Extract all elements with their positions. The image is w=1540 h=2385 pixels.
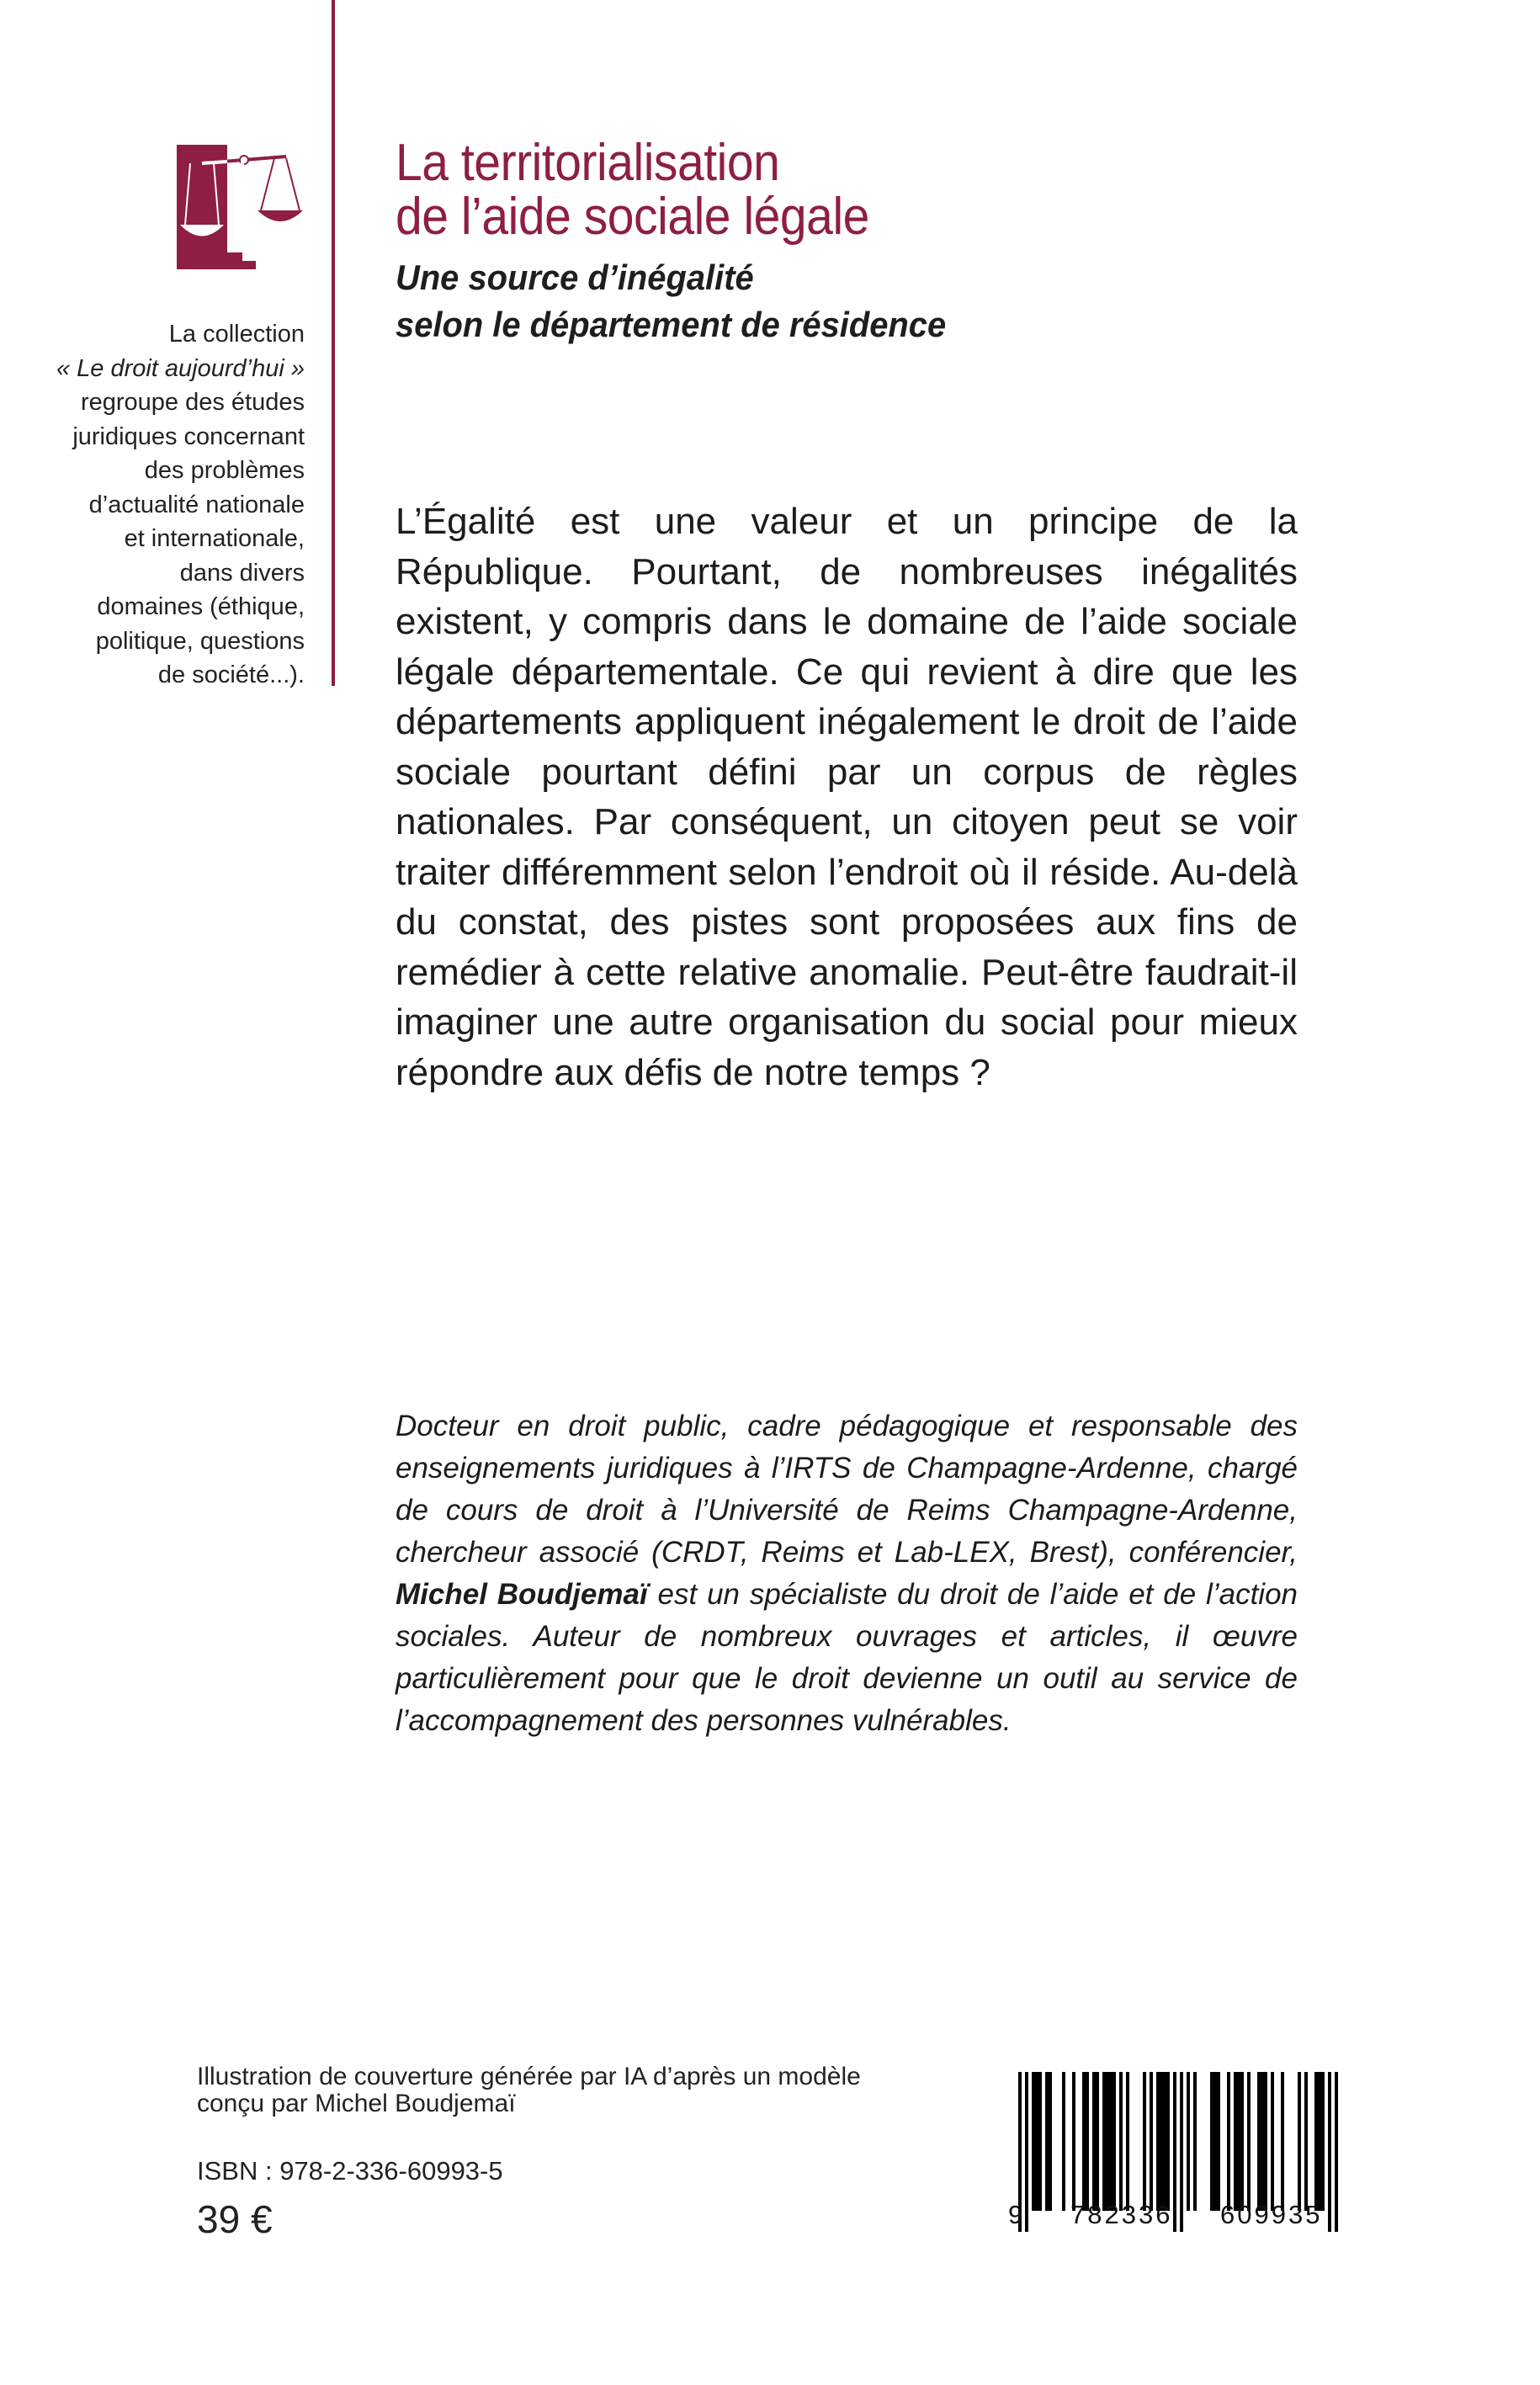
barcode-bar [1102, 2072, 1106, 2211]
barcode-bar [1082, 2072, 1086, 2211]
barcode-bar [1113, 2072, 1116, 2211]
collection-line: et internationale, [124, 525, 305, 552]
isbn: ISBN : 978-2-336-60993-5 [197, 2156, 503, 2186]
barcode-bar [1328, 2072, 1331, 2232]
book-subtitle [396, 254, 946, 348]
barcode-bar [1193, 2072, 1197, 2211]
author-bio-before: Docteur en droit public, cadre pédagogique et responsable des enseignements juridiques à l’IRTS de Champagne-Ardenne, chargé de cours de droit à l’Université de Reims Champagne-Ardenne, chercheur associé (CRDT, Reims et Lab-LEX, Brest), conférencier, [396, 1410, 1298, 1569]
author-bio-after: est un spécialiste du droit de l’aide et de l’action sociales. Auteur de nombreux ouvrages et articles, il œuvre particulièrement pour que le droit devienne un outil au service de l’accompagnement des personnes vulnérables. [396, 1578, 1298, 1737]
barcode-bar [1025, 2072, 1028, 2232]
book-blurb [396, 497, 1298, 1097]
barcode-bar [1240, 2072, 1244, 2211]
barcode-bar [1247, 2072, 1251, 2211]
collection-line: politique, questions [95, 627, 305, 655]
cover-illustration-credit [197, 2064, 954, 2117]
barcode-bar [1150, 2072, 1153, 2211]
barcode-bar [1109, 2072, 1113, 2211]
barcode-bar [1160, 2072, 1163, 2211]
barcode-bar [1314, 2072, 1318, 2211]
barcode-bar [1086, 2072, 1089, 2211]
barcode-bar [1321, 2072, 1325, 2211]
collection-series-name: « Le droit aujourd’hui » [56, 354, 305, 382]
barcode-bar [1227, 2072, 1230, 2211]
barcode-group-2: 609935 [1220, 2200, 1323, 2229]
barcode-bar [1304, 2072, 1308, 2211]
barcode-bar [1213, 2072, 1217, 2211]
barcode-bar [1187, 2072, 1190, 2211]
barcode-bar [1271, 2072, 1274, 2211]
barcode-bar [1119, 2072, 1123, 2211]
barcode-bar [1180, 2072, 1183, 2232]
collection-description [52, 317, 305, 693]
barcode-bar [1049, 2072, 1052, 2211]
barcode-bar [1210, 2072, 1213, 2211]
barcode-bar [1261, 2072, 1264, 2211]
collection-line: dans divers [179, 559, 305, 587]
barcode-bar [1166, 2072, 1170, 2211]
barcode-bar [1173, 2072, 1176, 2232]
collection-line: regroupe des études [80, 389, 305, 416]
credit-line-1: Illustration de couverture générée par IA d’après un modèle [197, 2063, 861, 2090]
barcode-bar [1038, 2072, 1042, 2211]
barcode-bar [1072, 2072, 1075, 2211]
vertical-divider [332, 0, 335, 686]
barcode-bar [1264, 2072, 1267, 2211]
credit-line-2: conçu par Michel Boudjemaï [197, 2090, 516, 2117]
barcode-group-1: 782336 [1070, 2200, 1173, 2229]
barcode-bar [1281, 2072, 1284, 2211]
barcode-bar [1234, 2072, 1237, 2211]
barcode-bar [1298, 2072, 1301, 2211]
barcode-bar [1092, 2072, 1096, 2211]
collection-intro: La collection [168, 321, 305, 348]
author-name: Michel Boudjemaï [396, 1578, 648, 1611]
collection-line: des problèmes [144, 457, 305, 484]
barcode-bar [1106, 2072, 1109, 2211]
barcode-bar [1237, 2072, 1240, 2211]
collection-line: domaines (éthique, [97, 593, 305, 620]
barcode-bar [1035, 2072, 1038, 2211]
barcode-first-digit: 9 [1008, 2200, 1026, 2229]
collection-line: d’actualité nationale [88, 491, 305, 518]
book-title-line-1: La territorialisation [396, 134, 780, 192]
barcode-bar [1126, 2072, 1129, 2211]
book-subtitle-line-1: Une source d’inégalité [396, 258, 754, 297]
barcode-bar [1257, 2072, 1261, 2211]
collection-line: de société...). [157, 661, 305, 688]
scales-of-justice-icon [177, 145, 303, 279]
author-bio [396, 1405, 1298, 1742]
book-subtitle-line-2: selon le département de résidence [396, 305, 947, 344]
barcode-bar [1032, 2072, 1035, 2211]
barcode-bar [1062, 2072, 1065, 2211]
barcode-bar [1096, 2072, 1099, 2211]
blurb-text: L’Égalité est une valeur et un principe de la République. Pourtant, de nombreuses inégalités existent, y compris dans le domaine de l’aide sociale légale départementale. Ce qui revient à dire que les départements appliquent inégalement le droit de l’aide sociale pourtant défini par un corpus de règles nationales. Par conséquent, un citoyen peut se voir traiter différemment selon l’endroit où il réside. Au-delà du constat, des pistes sont proposées aux fins de remédier à cette relative anomalie. Peut-être faudrait-il imaginer une autre organisation du social pour mieux répondre aux défis de notre temps ? [396, 501, 1298, 1093]
book-title [396, 136, 869, 244]
price: 39 € [197, 2197, 273, 2241]
barcode-bar [1163, 2072, 1166, 2211]
barcode-bar [1045, 2072, 1049, 2211]
barcode-bar [1318, 2072, 1321, 2211]
barcode-bar [1217, 2072, 1220, 2211]
collection-line: juridiques concernant [72, 422, 305, 450]
barcode-bar [1335, 2072, 1338, 2232]
barcode-bar [1143, 2072, 1146, 2211]
barcode-bar [1156, 2072, 1160, 2211]
book-title-line-2: de l’aide sociale légale [396, 188, 869, 246]
